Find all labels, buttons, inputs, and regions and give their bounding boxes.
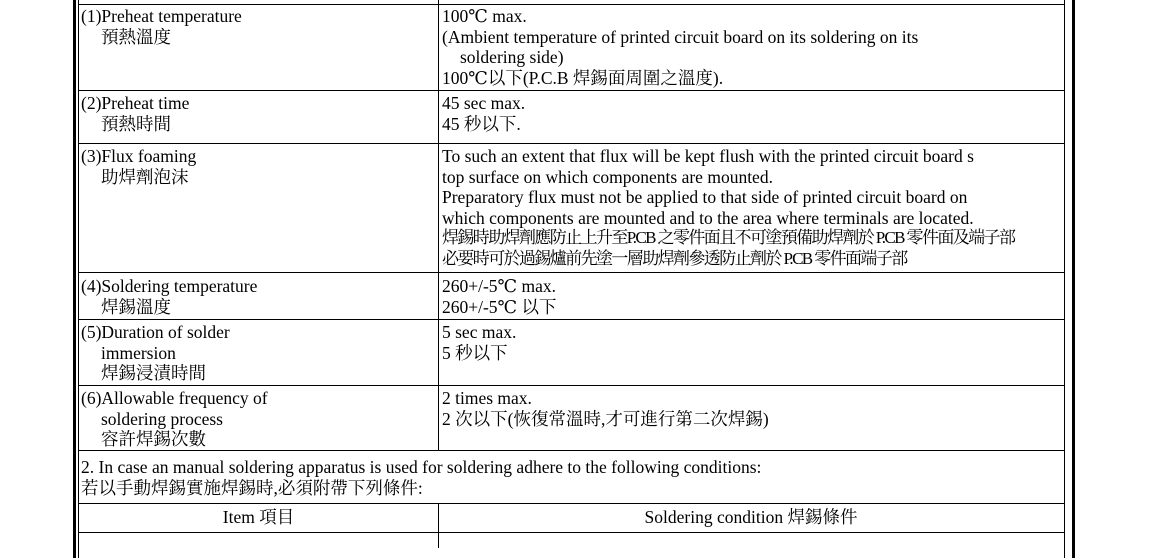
item-label-zh: 容許焊錫次數 — [101, 429, 206, 449]
row-divider — [78, 319, 1064, 320]
row-divider — [78, 90, 1064, 91]
note-en: 2. In case an manual soldering apparatus is used for soldering adhere to the following conditions: — [81, 457, 762, 477]
manual-soldering-note — [81, 457, 761, 498]
condition-cell-soldering-temperature — [442, 276, 557, 317]
condition-line: 260+/-5℃ max. — [442, 276, 557, 296]
item-label-zh: 助焊劑泡沫 — [101, 166, 189, 187]
item-label: (2)Preheat time — [81, 93, 190, 113]
condition-cell-preheat-temperature — [442, 6, 918, 88]
row-divider — [78, 4, 1064, 5]
condition-line: 2 times max. — [442, 388, 532, 408]
condition-line: 45 秒以下. — [442, 113, 521, 134]
header-soldering-condition: Soldering condition 焊錫條件 — [644, 507, 858, 527]
row-divider — [78, 143, 1064, 144]
condition-line: 焊錫時助焊劑應防止上升至P.CB 之零件面且不可塗預備助焊劑於 P.CB 零件面及端子部 — [442, 228, 1015, 247]
condition-cell-preheat-time — [442, 93, 525, 134]
condition-line: To such an extent that flux will be kept flush with the printed circuit board s — [442, 146, 974, 166]
item-cell-preheat-time — [81, 93, 189, 134]
row-divider — [78, 385, 1064, 386]
condition-cell-soldering-frequency — [442, 388, 769, 429]
condition-line: 5 秒以下 — [442, 342, 508, 363]
item-label: (5)Duration of solder — [81, 322, 230, 342]
row-divider — [78, 503, 1064, 504]
item-label-zh: 預熱溫度 — [101, 26, 171, 47]
item-cell-soldering-temperature — [81, 276, 257, 317]
condition-line: Preparatory flux must not be applied to that side of printed circuit board on — [442, 187, 968, 207]
condition-line: 100℃以下(P.C.B 焊錫面周圍之溫度). — [442, 67, 724, 88]
item-label: immersion — [101, 342, 176, 363]
row-divider — [78, 532, 1064, 533]
condition-line: 2 次以下(恢復常溫時,才可進行第二次焊錫) — [442, 408, 769, 429]
condition-line: soldering side) — [460, 47, 564, 67]
item-label: (1)Preheat temperature — [81, 6, 242, 26]
condition-line: top surface on which components are mounted. — [442, 166, 773, 187]
condition-line: 100℃ max. — [442, 6, 527, 26]
item-label-zh: 焊錫浸漬時間 — [101, 363, 206, 383]
item-label: (3)Flux foaming — [81, 146, 197, 166]
condition-cell-solder-immersion — [442, 322, 516, 363]
header-item: Item 項目 — [222, 507, 295, 527]
condition-line: (Ambient temperature of printed circuit board on its soldering on its — [442, 26, 919, 47]
row-divider — [78, 272, 1064, 273]
item-cell-solder-immersion — [81, 322, 230, 384]
condition-line: 260+/-5℃ 以下 — [442, 296, 557, 317]
item-cell-preheat-temperature — [81, 6, 242, 47]
condition-cell-flux-foaming — [442, 146, 1014, 269]
item-cell-soldering-frequency — [81, 388, 268, 450]
item-cell-flux-foaming — [81, 146, 196, 187]
condition-line: 必要時可於過錫爐前先塗一層助焊劑參透防止劑於 P.CB 零件面端子部 — [442, 248, 907, 268]
item-label-zh: 焊錫溫度 — [101, 296, 171, 317]
column-divider — [438, 0, 439, 450]
item-label-zh: 預熱時間 — [101, 113, 171, 134]
item-label: (4)Soldering temperature — [81, 276, 258, 296]
condition-line: which components are mounted and to the area where terminals are located. — [442, 207, 974, 228]
row-divider — [78, 450, 1064, 451]
condition-line: 45 sec max. — [442, 93, 526, 113]
item-label: soldering process — [101, 408, 223, 429]
condition-line: 5 sec max. — [442, 322, 517, 342]
note-zh: 若以手動焊錫實施焊錫時,必須附帶下列條件: — [81, 477, 423, 498]
column-divider — [438, 503, 439, 548]
item-label: (6)Allowable frequency of — [81, 388, 268, 408]
